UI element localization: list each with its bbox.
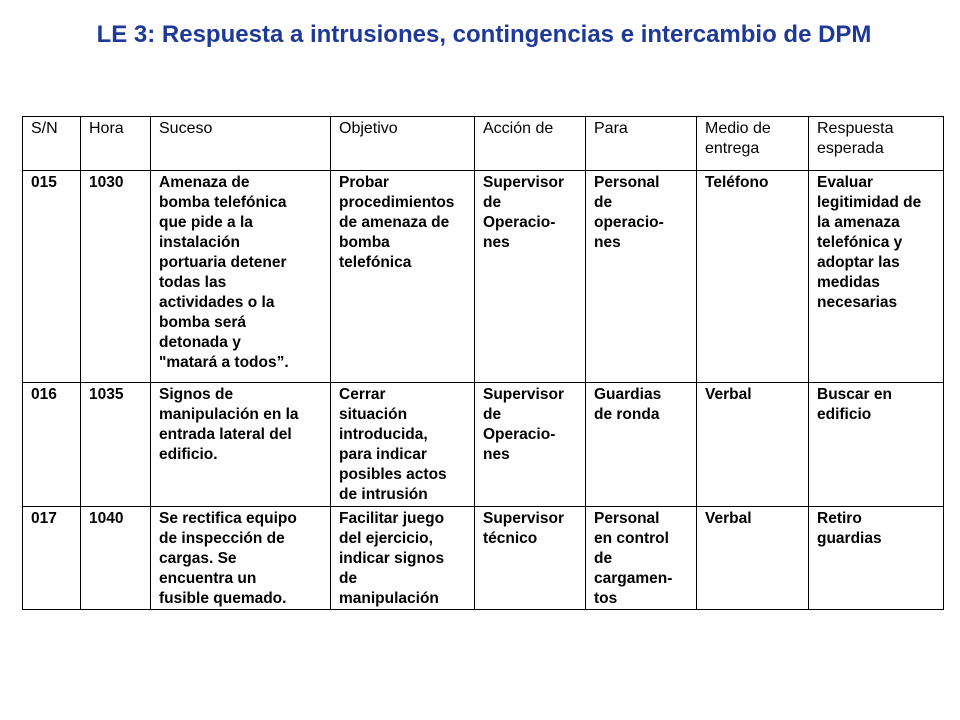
header-accion: Acción de [475, 117, 586, 171]
objetivo-cell: Facilitar juego del ejercicio, indicar signos de manipulación [331, 507, 475, 610]
exercise-table [22, 116, 944, 610]
header-medio: Medio de entrega [697, 117, 809, 171]
para-cell: Guardias de ronda [586, 383, 697, 507]
para-cell: Personal de operacio- nes [586, 171, 697, 383]
medio-cell: Verbal [697, 383, 809, 507]
suceso-cell: Amenaza de bomba telefónica que pide a la instalación portuaria detener todas las actividades o la bomba será detonada y "matará a todos”. [151, 171, 331, 383]
slide-title: LE 3: Respuesta a intrusiones, contingencias e intercambio de DPM [96, 21, 872, 48]
respuesta-cell: Evaluar legitimidad de la amenaza telefónica y adoptar las medidas necesarias [809, 171, 944, 383]
respuesta-cell: Buscar en edificio [809, 383, 944, 507]
accion-cell: Supervisor de Operacio- nes [475, 171, 586, 383]
para-cell: Personal en control de cargamen- tos [586, 507, 697, 610]
accion-cell: Supervisor técnico [475, 507, 586, 610]
table-header-row [23, 117, 944, 171]
header-respuesta: Respuesta esperada [809, 117, 944, 171]
table-row [23, 507, 944, 610]
respuesta-cell: Retiro guardias [809, 507, 944, 610]
table-row [23, 383, 944, 507]
accion-cell: Supervisor de Operacio- nes [475, 383, 586, 507]
objetivo-cell: Cerrar situación introducida, para indicar posibles actos de intrusión [331, 383, 475, 507]
hora-cell: 1040 [81, 507, 151, 610]
hora-cell: 1030 [81, 171, 151, 383]
header-suceso: Suceso [151, 117, 331, 171]
suceso-cell: Se rectifica equipo de inspección de cargas. Se encuentra un fusible quemado. [151, 507, 331, 610]
header-para: Para [586, 117, 697, 171]
sn-cell: 015 [23, 171, 81, 383]
objetivo-cell: Probar procedimientos de amenaza de bomba telefónica [331, 171, 475, 383]
table-row [23, 171, 944, 383]
medio-cell: Verbal [697, 507, 809, 610]
header-sn: S/N [23, 117, 81, 171]
header-hora: Hora [81, 117, 151, 171]
sn-cell: 016 [23, 383, 81, 507]
header-objetivo: Objetivo [331, 117, 475, 171]
medio-cell: Teléfono [697, 171, 809, 383]
hora-cell: 1035 [81, 383, 151, 507]
sn-cell: 017 [23, 507, 81, 610]
suceso-cell: Signos de manipulación en la entrada lateral del edificio. [151, 383, 331, 507]
